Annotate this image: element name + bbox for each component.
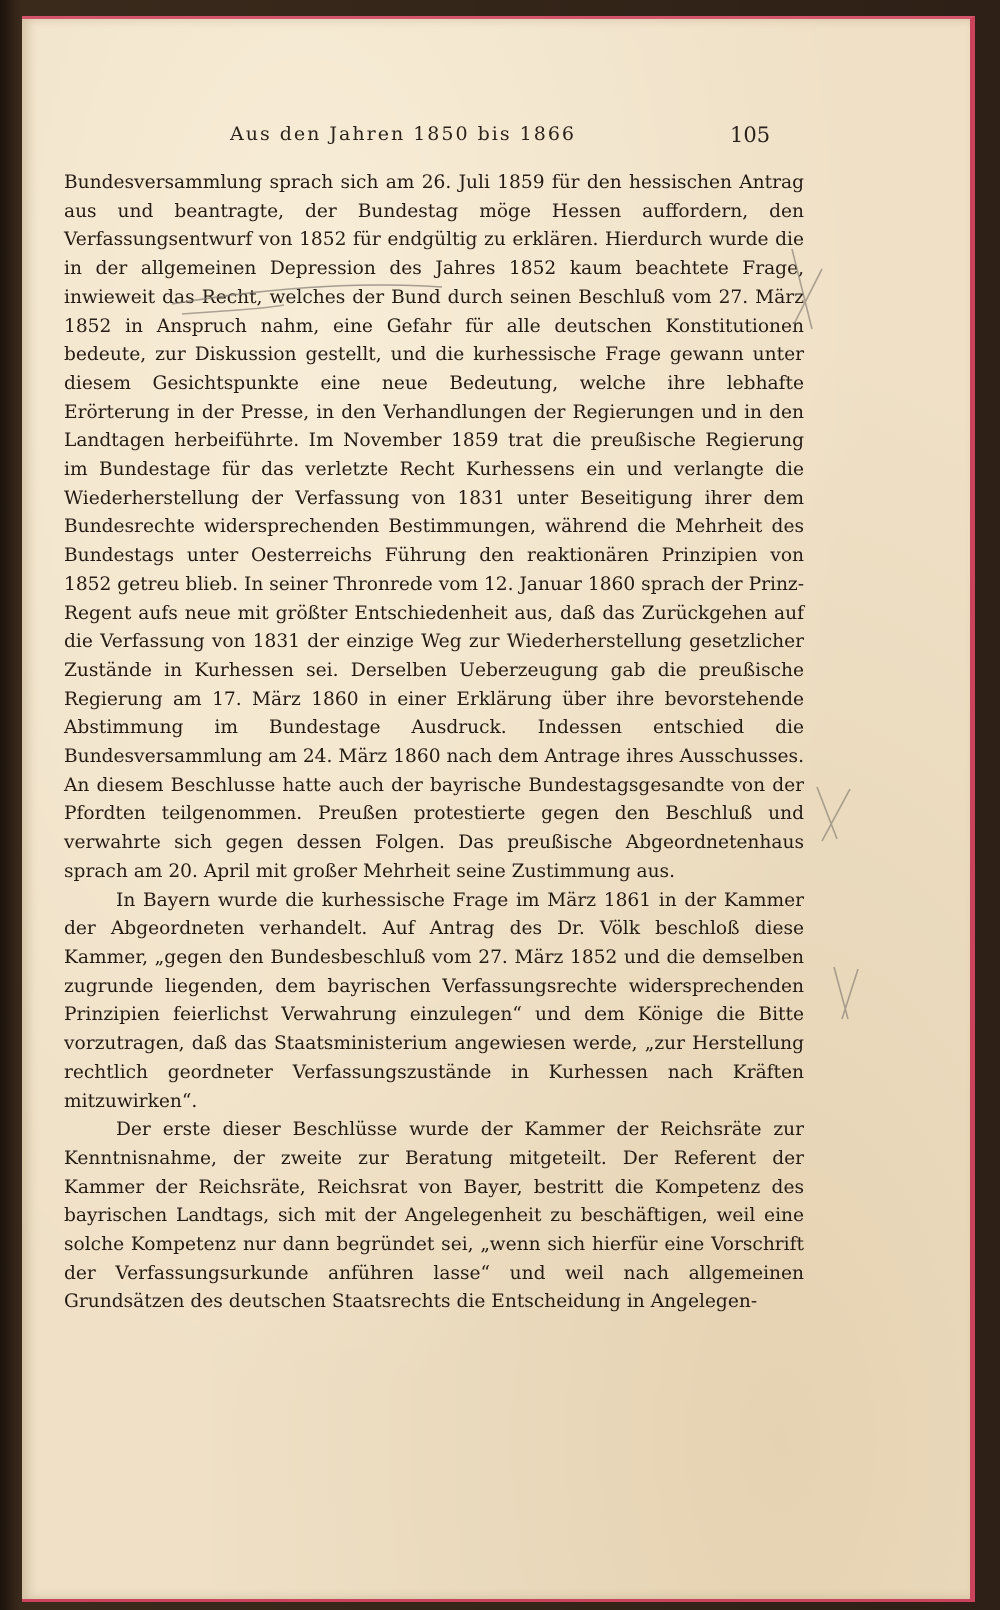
running-head (22, 123, 970, 155)
body-text (64, 169, 804, 1317)
book-page (22, 16, 975, 1602)
paragraph: Der erste dieser Beschlüsse wurde der Kammer der Reichsräte zur Kenntnisnahme, der zweite zur Beratung mitgeteilt. Der Referent der Kammer der Reichsräte, Reichsrat von Bayer, bestritt die Kompetenz des bayrischen Landtags, sich mit der Angelegenheit zu beschäftigen, weil eine solche Kompetenz nur dann begründet sei, „wenn sich hierfür eine Vorschrift der Verfassungsurkunde anführen lasse“ und weil nach allgemeinen Grundsätzen des deutschen Staatsrechts die Entscheidung in Angelegen- (64, 1119, 804, 1313)
page-number: 105 (730, 123, 771, 147)
paragraph: Bundesversammlung sprach sich am 26. Juli 1859 für den hessischen Antrag aus und beantragte, der Bundestag möge Hessen auffordern, den Verfassungsentwurf von 1852 für endgültig zu erklären. Hierdurch wurde die in der allgemeinen Depression des Jahres 1852 kaum beachtete Frage, inwieweit das Recht, welches der Bund durch seinen Beschluß vom 27. März 1852 in Anspruch nahm, eine Gefahr für alle deutschen Konstitutionen bedeute, zur Diskussion gestellt, und die kurhessische Frage gewann unter diesem Gesichtspunkte eine neue Bedeutung, welche ihre lebhafte Erörterung in der Presse, in den Verhandlungen der Regierungen und in den Landtagen herbeiführte. Im November 1859 trat die preußische Regierung im Bundestage für das verletzte Recht Kurhessens ein und verlangte die Wiederherstellung der Verfassung von 1831 unter Beseitigung ihrer dem Bundesrechte widersprechenden Bestimmungen, während die Mehrheit des Bundestags unter Oesterreichs Führung den reaktionären Prinzipien von 1852 getreu blieb. In seiner Thronrede vom 12. Januar 1860 sprach der Prinz-Regent aufs neue mit größter Entschiedenheit aus, daß das Zurückgehen auf die Verfassung von 1831 der einzige Weg zur Wiederherstellung gesetzlicher Zustände in Kurhessen sei. Derselben Ueberzeugung gab die preußische Regierung am 17. März 1860 in einer Erklärung über ihre bevorstehende Abstimmung im Bundestage Ausdruck. Indessen entschied die Bundesversammlung am 24. März 1860 nach dem Antrage ihres Ausschusses. An diesem Beschlusse hatte auch der bayrische Bundestagsgesandte von der Pfordten teilgenommen. Preußen protestierte gegen den Beschluß und verwahrte sich gegen dessen Folgen. Das preußische Abgeordnetenhaus sprach am 20. April mit großer Mehrheit seine Zustimmung aus. (64, 172, 804, 882)
margin-cross-mark (817, 787, 850, 841)
running-title: Aus den Jahren 1850 bis 1866 (230, 123, 576, 145)
paragraph: In Bayern wurde die kurhessische Frage im März 1861 in der Kammer der Abgeordneten verhandelt. Auf Antrag des Dr. Völk beschloß diese Kammer, „gegen den Bundesbeschluß vom 27. März 1852 und die demselben zugrunde liegenden, dem bayrischen Verfassungsrechte widersprechenden Prinzipien feierlichst Verwahrung einzulegen“ und dem Könige die Bitte vorzutragen, daß das Staatsministerium angewiesen werde, „zur Herstellung rechtlich geordneter Verfassungszustände in Kurhessen nach Kräften mitzuwirken“. (64, 889, 804, 1112)
margin-cross-mark (834, 967, 858, 1019)
